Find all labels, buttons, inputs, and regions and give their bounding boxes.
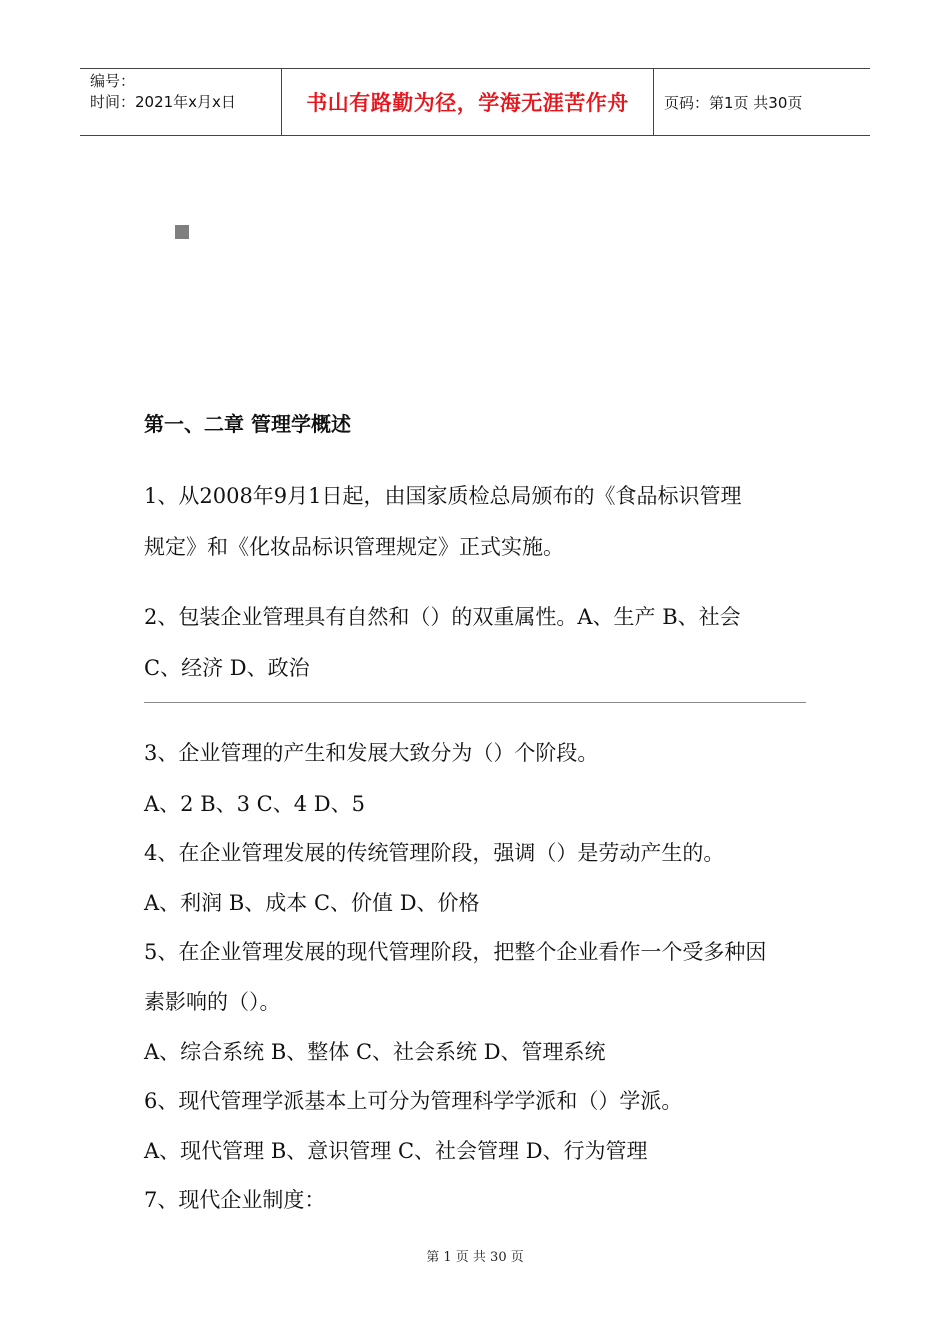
- page-footer: 第 1 页 共 30 页: [426, 1250, 524, 1265]
- text-line: 2、包装企业管理具有自然和（）的双重属性。A、生产 B、社会: [144, 605, 741, 629]
- text-line: 3、企业管理的产生和发展大致分为（）个阶段。: [144, 741, 599, 765]
- text-line: A、综合系统 B、整体 C、社会系统 D、管理系统: [144, 1040, 606, 1064]
- text-line: 素影响的（）。: [144, 990, 281, 1014]
- header-meta: [80, 69, 282, 135]
- text-line: A、2 B、3 C、4 D、5: [144, 792, 365, 816]
- text-line: C、经济 D、政治: [144, 656, 310, 680]
- horizontal-divider: [144, 702, 806, 703]
- text-line: 7、现代企业制度：: [144, 1188, 326, 1212]
- header-motto: 书山有路勤为径，学海无涯苦作舟: [282, 69, 654, 135]
- text-line: 规定》和《化妆品标识管理规定》正式实施。: [144, 535, 564, 559]
- document-date: 时间：2021年x月x日: [90, 93, 236, 111]
- text-line: 4、在企业管理发展的传统管理阶段，强调（）是劳动产生的。: [144, 841, 725, 865]
- page-header: [80, 68, 870, 136]
- text-line: 5、在企业管理发展的现代管理阶段，把整个企业看作一个受多种因: [144, 940, 767, 964]
- text-line: A、利润 B、成本 C、价值 D、价格: [144, 891, 480, 915]
- text-line: 6、现代管理学派基本上可分为管理科学学派和（）学派。: [144, 1089, 683, 1113]
- document-number-label: 编号：: [90, 72, 136, 90]
- chapter-heading: 第一、二章 管理学概述: [144, 412, 351, 436]
- square-bullet-icon: [175, 225, 189, 239]
- header-page-info: 页码：第1页 共30页: [664, 93, 803, 112]
- text-line: 1、从2008年9月1日起，由国家质检总局颁布的《食品标识管理: [144, 484, 742, 508]
- text-line: A、现代管理 B、意识管理 C、社会管理 D、行为管理: [144, 1139, 648, 1163]
